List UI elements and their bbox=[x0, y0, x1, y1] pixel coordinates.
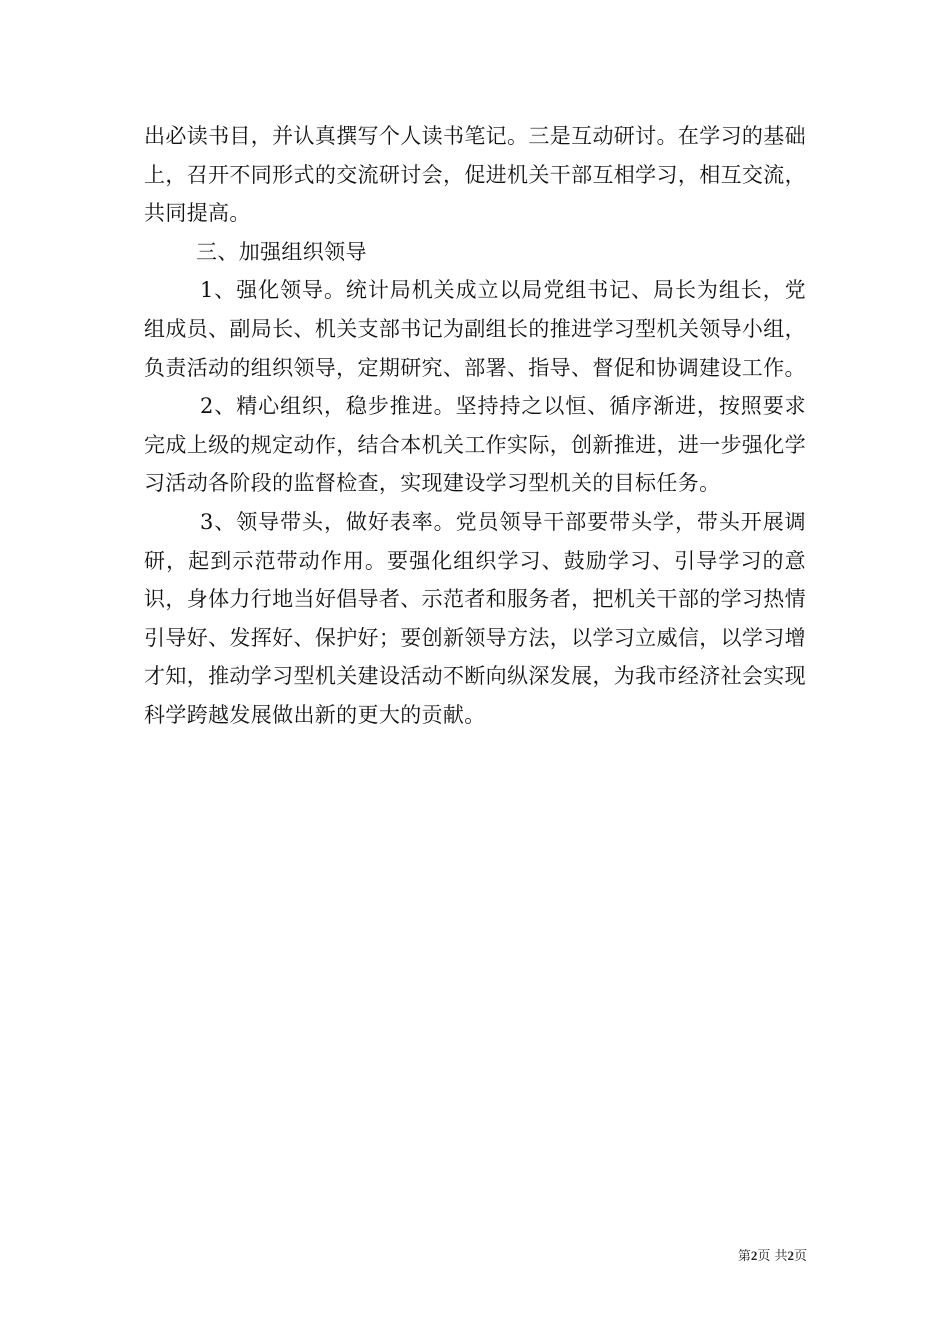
paragraph-item-2: 2、精心组织，稳步推进。坚持持之以恒、循序渐进，按照要求完成上级的规定动作，结合本机关工作实际，创新推进，进一步强化学习活动各阶段的监督检查，实现建设学习型机关的目标任务。 bbox=[144, 394, 806, 496]
footer-suffix: 页 bbox=[793, 1249, 807, 1264]
footer-total-pages: 2 bbox=[787, 1248, 794, 1263]
paragraph-item-3: 3、领导带头，做好表率。党员领导干部要带头学，带头开展调研，起到示范带动作用。要强化组织学习、鼓励学习、引导学习的意识，身体力行地当好倡导者、示范者和服务者，把机关干部的学习热情引导好、发挥好、保护好；要创新领导方法，以学习立威信，以学习增才知，推动学习型机关建设活动不断向纵深发展，为我市经济社会实现科学跨越发展做出新的更大的贡献。 bbox=[144, 509, 806, 727]
footer-prefix: 第 bbox=[737, 1249, 751, 1264]
section-heading: 三、加强组织领导 bbox=[196, 239, 367, 264]
paragraph-item-1: 1、强化领导。统计局机关成立以局党组书记、局长为组长，党组成员、副局长、机关支部书记为副组长的推进学习型机关领导小组，负责活动的组织领导，定期研究、部署、指导、督促和协调建设工作。 bbox=[144, 278, 806, 380]
footer-middle: 页 共 bbox=[757, 1249, 788, 1264]
paragraph-study-methods: 出必读书目，并认真撰写个人读书笔记。三是互动研讨。在学习的基础上，召开不同形式的交流研讨会，促进机关干部互相学习，相互交流，共同提高。 bbox=[144, 124, 806, 226]
page-number-footer bbox=[738, 1248, 807, 1265]
document-body bbox=[144, 117, 806, 735]
footer-current-page: 2 bbox=[750, 1248, 758, 1263]
